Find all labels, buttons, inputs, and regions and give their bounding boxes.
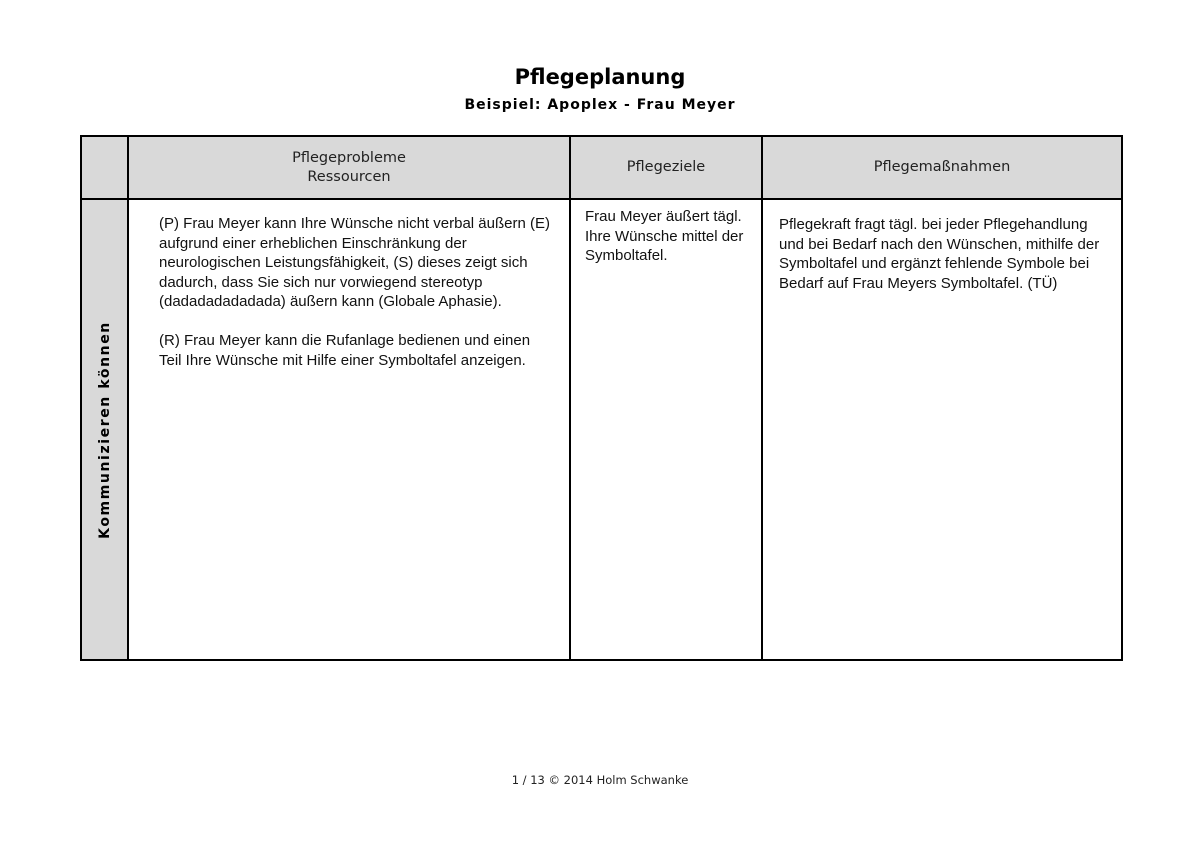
header-measures: Pflegemaßnahmen — [762, 136, 1122, 199]
header-corner-cell — [81, 136, 128, 199]
header-resources-label: Ressourcen — [307, 168, 391, 185]
category-cell — [81, 199, 128, 660]
resource-description: (R) Frau Meyer kann die Rufanlage bedienen und einen Teil Ihre Wünsche mit Hilfe einer Symboltafel anzeigen. — [159, 332, 531, 369]
header-goals: Pflegeziele — [570, 136, 762, 199]
goal-cell — [570, 199, 762, 660]
category-label: Kommunizieren können — [96, 320, 113, 539]
measure-text: Pflegekraft fragt tägl. bei jeder Pflegehandlung und bei Bedarf nach den Wünschen, mithilfe der Symboltafel und ergänzt fehlende Symbole bei Bedarf auf Frau Meyers Symboltafel. (TÜ) — [779, 216, 1100, 292]
problem-description: (P) Frau Meyer kann Ihre Wünsche nicht verbal äußern (E) aufgrund einer erheblichen Einschränkung der neurologischen Leistungsfähigkeit, (S) dieses zeigt sich dadurch, dass Sie sich nur vorwiegend stereotyp (dadadadadadada) äußern kann (Globale Aphasie). — [159, 215, 550, 310]
table-header-row — [81, 136, 1122, 199]
measure-cell — [762, 199, 1122, 660]
problem-cell — [128, 199, 570, 660]
header-problems-resources — [128, 136, 570, 199]
care-plan-table — [80, 135, 1123, 661]
table-row — [81, 199, 1122, 660]
document-subtitle: Beispiel: Apoplex - Frau Meyer — [464, 97, 736, 113]
document-title: Pflegeplanung — [514, 65, 686, 89]
goal-text: Frau Meyer äußert tägl. Ihre Wünsche mittel der Symboltafel. — [585, 208, 744, 264]
header-problems-label: Pflegeprobleme — [292, 149, 406, 166]
page-footer: 1 / 13 © 2014 Holm Schwanke — [511, 773, 689, 787]
